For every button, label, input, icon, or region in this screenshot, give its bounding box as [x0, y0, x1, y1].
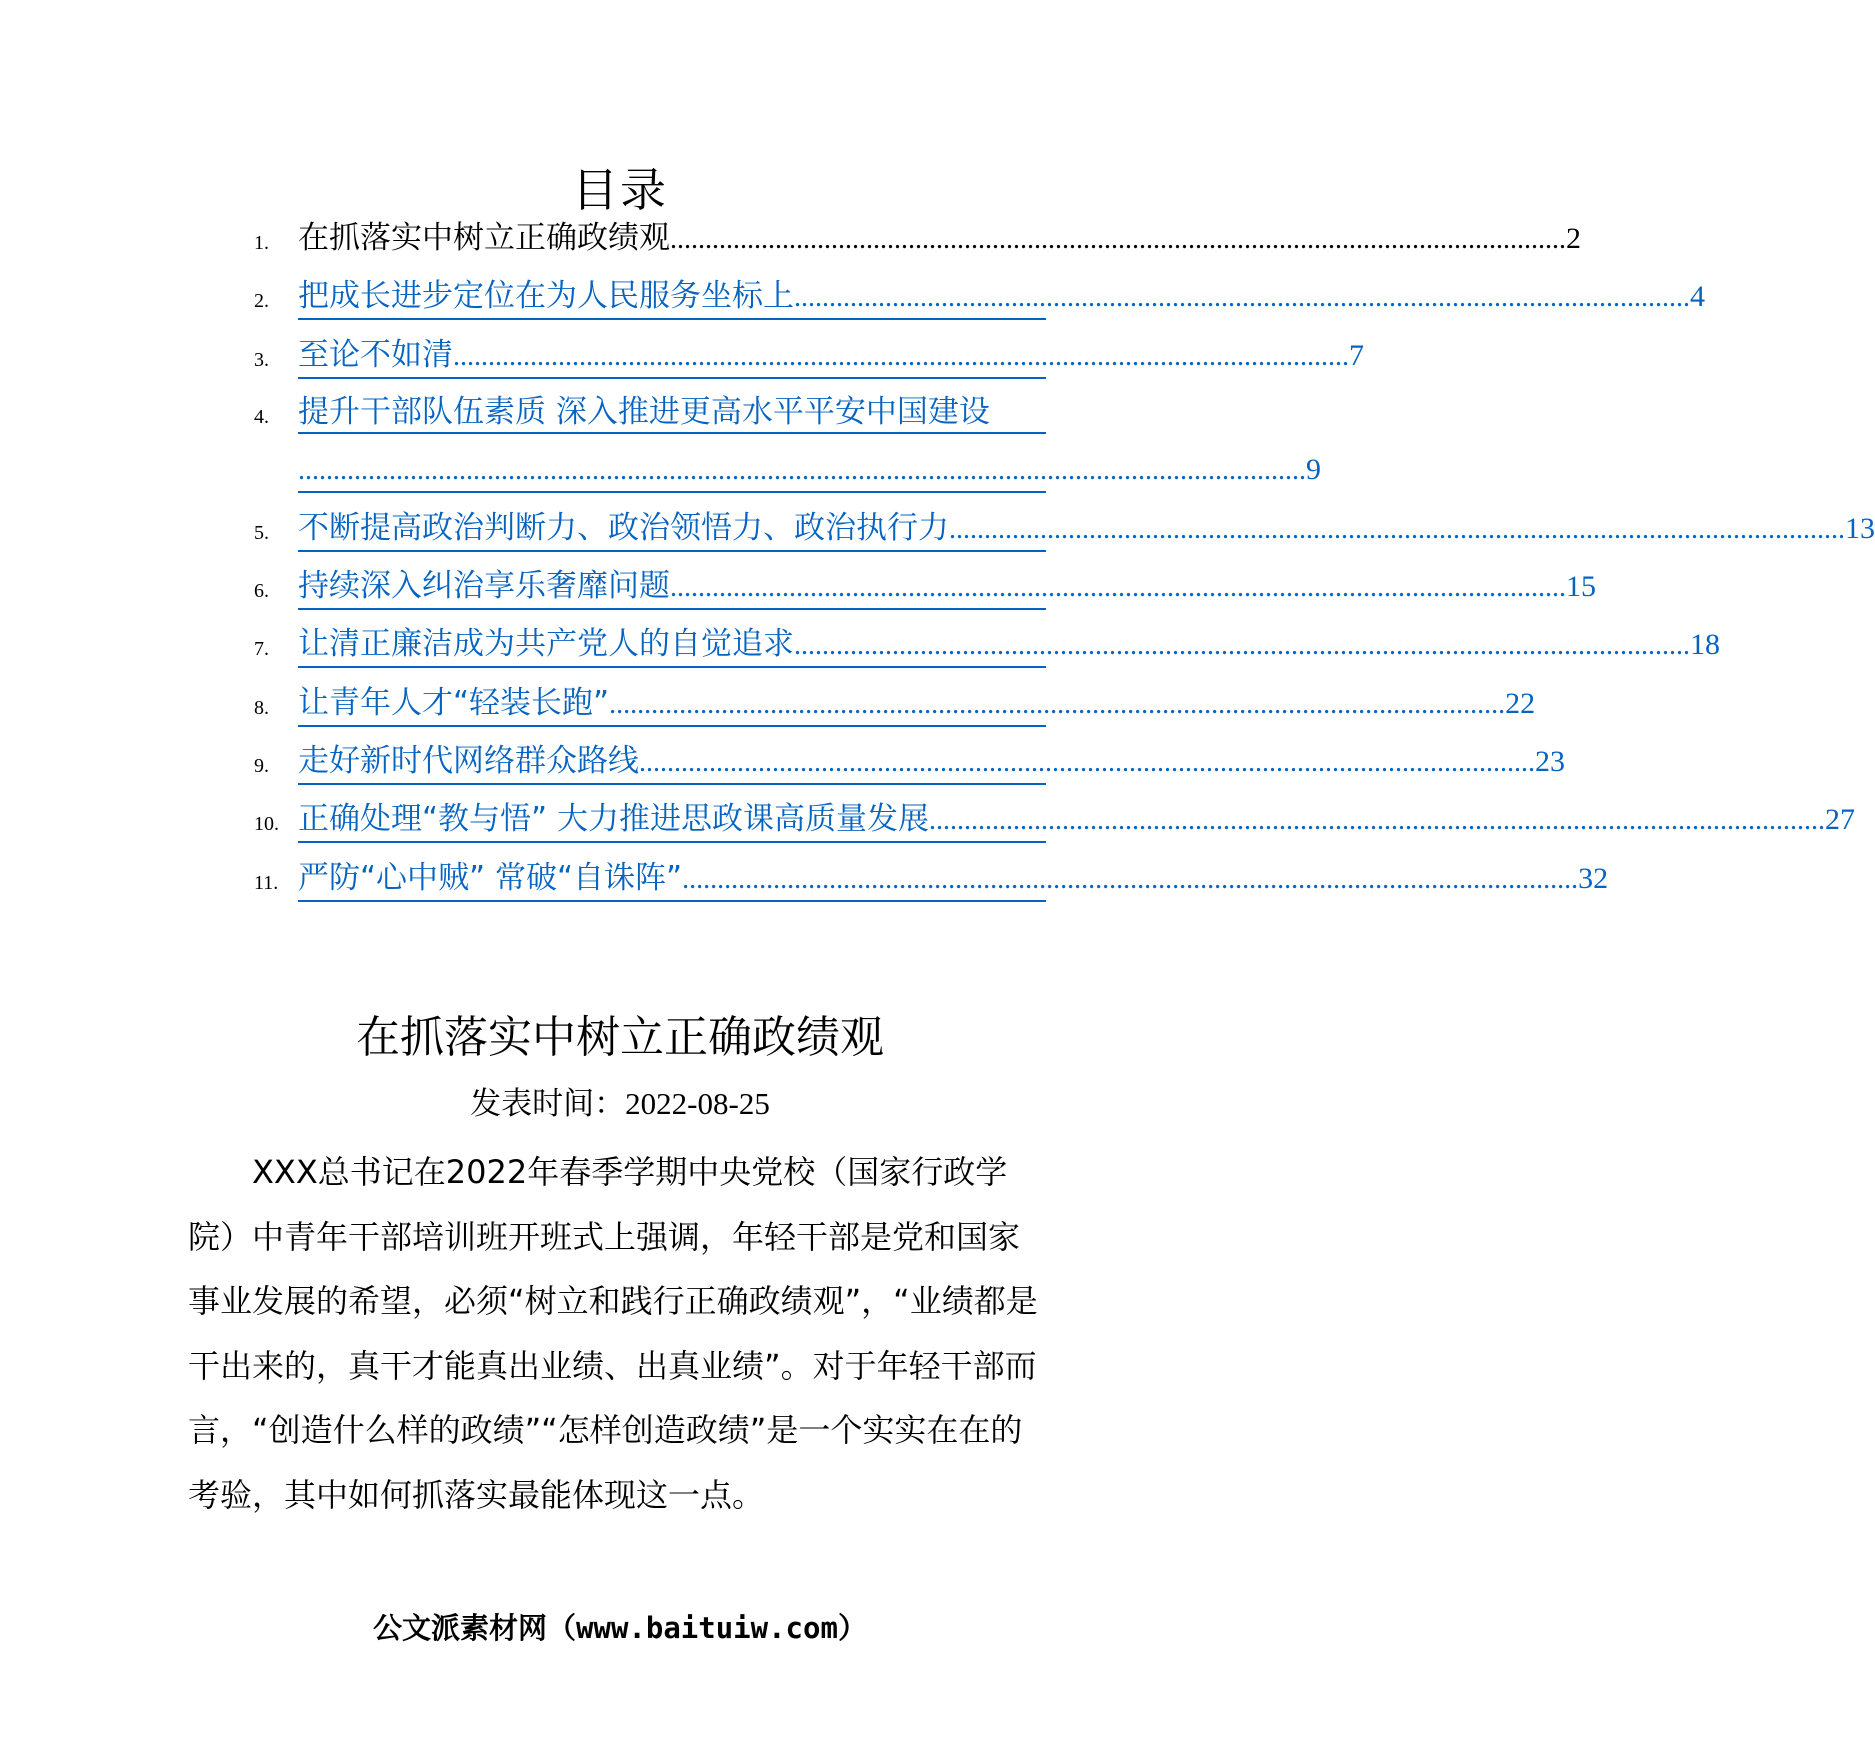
toc-leader-dots: ................................................................................................................................ [794, 282, 1690, 313]
article-paragraph: XXX总书记在2022年春季学期中央党校（国家行政学院）中青年干部培训班开班式上强调，年轻干部是党和国家事业发展的希望，必须“树立和践行正确政绩观”，“业绩都是干出来的，真干才能真出业绩、出真业绩”。对于年轻干部而言，“创造什么样的政绩”“怎样创造政绩”是一个实实在在的考验，其中如何抓落实最能体现这一点。 [188, 1153, 1038, 1514]
toc-number: 11. [254, 872, 279, 894]
toc-number: 3. [254, 349, 269, 371]
toc-entry-link[interactable] [298, 566, 1596, 610]
publish-date [0, 1082, 1240, 1126]
toc-page-number: 32 [1578, 862, 1609, 895]
toc-page-number: 7 [1349, 339, 1364, 372]
article-title: 在抓落实中树立正确政绩观 [356, 1012, 884, 1063]
toc-number: 4. [254, 406, 269, 428]
toc-page-number: 4 [1690, 280, 1705, 313]
toc-entry-link[interactable] [298, 392, 1046, 434]
toc-leader-dots: ................................................................................................................................ [928, 805, 1825, 836]
toc-entry-link[interactable] [298, 508, 1875, 552]
toc-leader-dots: ................................................................................................................................ [949, 514, 1845, 545]
toc-entry-link[interactable] [298, 858, 1609, 902]
toc-entry-title: 在抓落实中树立正确政绩观 [298, 220, 670, 256]
toc-entry-link[interactable] [298, 624, 1720, 668]
toc-page-number: 18 [1690, 628, 1720, 661]
toc-entry-title: 不断提高政治判断力、政治领悟力、政治执行力 [298, 510, 949, 546]
toc-leader-dots: ................................................................................................................................ [670, 224, 1566, 255]
toc-number: 10. [254, 813, 279, 835]
toc-title: 目录 [572, 163, 668, 217]
toc-entry-link[interactable] [298, 335, 1364, 379]
toc-entry-link[interactable] [298, 741, 1565, 785]
footer-watermark [0, 1608, 1240, 1648]
footer-site-name: 公文派素材网（ [373, 1611, 577, 1645]
toc-entry-link[interactable] [298, 799, 1855, 843]
toc-entry-title: 让清正廉洁成为共产党人的自觉追求 [298, 626, 794, 662]
toc-leader-dots: ................................................................................................................................ [794, 630, 1690, 661]
toc-page-number: 13 [1845, 512, 1875, 545]
toc-entry-title: 让青年人才“轻装长跑” [298, 685, 610, 721]
footer-url: www.baituiw.com [576, 1611, 838, 1645]
toc-page-number: 2 [1566, 222, 1581, 255]
toc-entry-link[interactable] [298, 683, 1536, 727]
toc-page-number: 22 [1505, 687, 1536, 720]
toc-leader-dots: ................................................................................................................................ [609, 689, 1506, 720]
toc-entry-link[interactable] [298, 276, 1705, 320]
toc-leader-dots: ................................................................................................................................ [453, 341, 1349, 372]
toc-leader-dots: ................................................................................................................................ [670, 572, 1566, 603]
toc-number: 7. [254, 638, 269, 660]
toc-page-number: 9 [1306, 453, 1321, 486]
toc-number: 6. [254, 580, 269, 602]
toc-entry-link-continuation[interactable] [298, 450, 1321, 493]
toc-number: 8. [254, 697, 269, 719]
toc-page-number: 23 [1535, 745, 1565, 778]
toc-page-number: 27 [1824, 803, 1855, 836]
toc-number: 1. [254, 232, 269, 254]
publish-date-value: 2022-08-25 [625, 1086, 770, 1121]
toc-number: 5. [254, 522, 269, 544]
toc-number: 2. [254, 290, 269, 312]
publish-date-label: 发表时间： [470, 1086, 626, 1122]
footer-close-paren: ） [837, 1611, 867, 1645]
toc-leader-dots: ................................................................................................................................ [682, 864, 1579, 895]
toc-entry-title: 把成长进步定位在为人民服务坐标上 [298, 278, 794, 314]
toc-entry-title: 走好新时代网络群众路线 [298, 743, 639, 779]
toc-number: 9. [254, 755, 269, 777]
toc-page-number: 15 [1566, 570, 1596, 603]
toc-entry-title: 至论不如清 [298, 337, 453, 373]
toc-entry-title: 提升干部队伍素质 深入推进更高水平平安中国建设 [298, 394, 990, 430]
toc-entry[interactable] [298, 218, 1581, 260]
toc-leader-dots: ................................................................................................................................ [639, 747, 1535, 778]
toc-entry-title: 持续深入纠治享乐奢靡问题 [298, 568, 670, 604]
toc-entry-title: 严防“心中贼” 常破“自诛阵” [298, 860, 683, 896]
toc-leader-dots: ................................................................................................................................................ [298, 455, 1306, 486]
toc-entry-title: 正确处理“教与悟” 大力推进思政课高质量发展 [298, 801, 929, 837]
